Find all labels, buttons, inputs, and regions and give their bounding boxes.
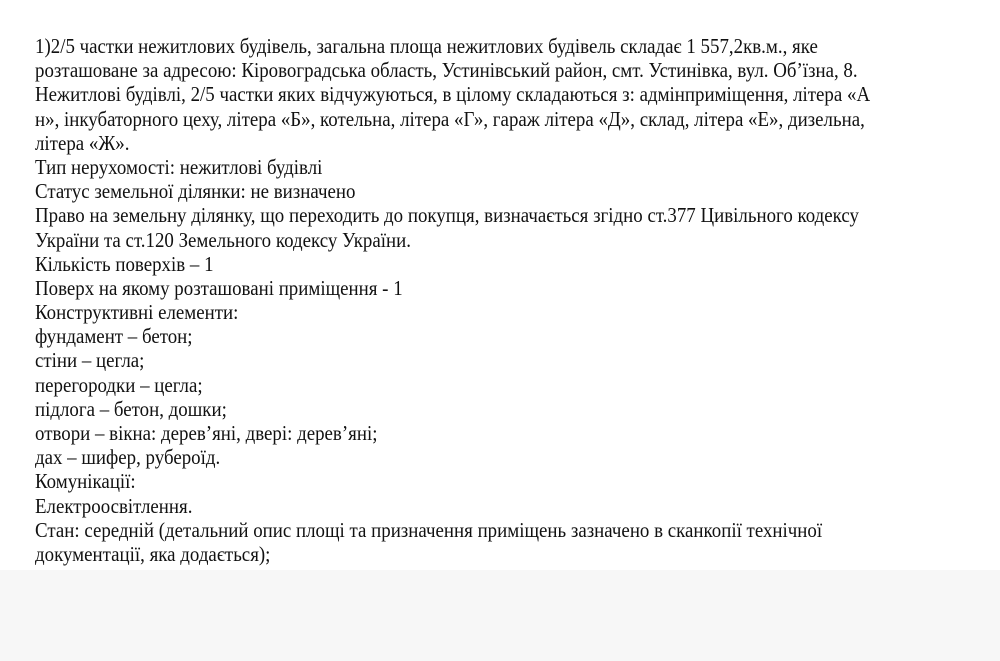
text-line: Тип нерухомості: нежитлові будівлі [35, 154, 323, 179]
text-line: Нежитлові будівлі, 2/5 частки яких відчужуються, в цілому складаються з: адмінприміщення, літера «А [35, 82, 871, 107]
text-line: фундамент – бетон; [35, 324, 193, 349]
text-line: Поверх на якому розташовані приміщення - 1 [35, 275, 403, 300]
text-line: розташоване за адресою: Кіровоградська область, Устинівський район, смт. Устинівка, вул. Об’їзна, 8. [35, 58, 858, 83]
text-line: України та ст.120 Земельного кодексу України. [35, 227, 411, 252]
text-line: стіни – цегла; [35, 348, 145, 373]
text-line: Право на земельну ділянку, що переходить до покупця, визначається згідно ст.377 Цивільного кодексу [35, 203, 859, 228]
text-line: Конструктивні елементи: [35, 300, 239, 325]
text-line: н», інкубаторного цеху, літера «Б», котельна, літера «Г», гараж літера «Д», склад, літера «Е», дизельна, [35, 106, 865, 131]
text-line: дах – шифер, руберoїд. [35, 445, 221, 470]
text-line: документації, яка додається); [35, 541, 271, 566]
text-line: 1)2/5 частки нежитлових будівель, загальна площа нежитлових будівель складає 1 557,2кв.м., яке [35, 34, 818, 58]
text-line: Стан: середній (детальний опис площі та призначення приміщень зазначено в сканкопії технічної [35, 517, 823, 542]
text-line: Електроосвітлення. [35, 493, 193, 518]
text-line: літера «Ж». [35, 130, 130, 155]
text-line: отвори – вікна: дерев’яні, двері: дерев’яні; [35, 421, 378, 445]
text-line: перегородки – цегла; [35, 372, 203, 397]
text-line: підлога – бетон, дошки; [35, 396, 227, 421]
text-line: Комунікації: [35, 469, 136, 494]
text-line: Кількість поверхів – 1 [35, 251, 214, 276]
document-text [35, 34, 1000, 566]
text-line: Статус земельної ділянки: не визначено [35, 179, 356, 204]
